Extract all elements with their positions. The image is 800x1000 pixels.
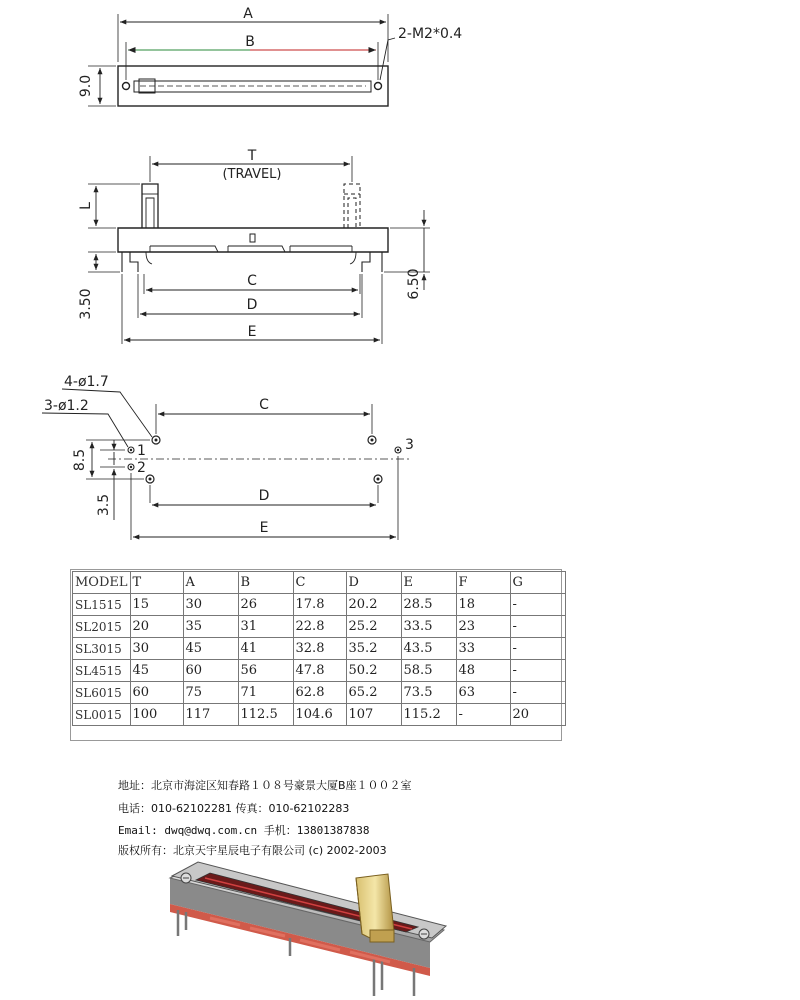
pin1-label: 1 [137, 443, 146, 459]
table-cell: 112.5 [238, 704, 293, 726]
table-cell: - [510, 682, 565, 704]
product-photo [170, 862, 446, 996]
dim-height-label: 9.0 [78, 74, 94, 98]
dim-d-side-label: D [246, 297, 258, 313]
holes-17 [146, 436, 382, 483]
table-cell: - [510, 660, 565, 682]
table-row [73, 616, 566, 638]
table-cell: - [510, 616, 565, 638]
contact-copyright: 版权所有：北京天宇星辰电子有限公司 (c) 2002-2003 [118, 844, 387, 857]
table-cell: 104.6 [293, 704, 346, 726]
dim-650-label: 6.50 [406, 268, 422, 300]
table-cell: 45 [130, 660, 183, 682]
contact-phone: 电话：010-62102281 传真：010-62102283 [118, 802, 350, 815]
table-cell: - [510, 594, 565, 616]
dim-e-side-label: E [247, 324, 257, 340]
table-header-cell: MODEL [73, 572, 131, 594]
table-cell: 30 [183, 594, 238, 616]
pin3-label: 3 [405, 437, 414, 453]
table-cell: 62.8 [293, 682, 346, 704]
table-header-cell: A [183, 572, 238, 594]
table-header-cell: E [401, 572, 456, 594]
table-cell: 20 [130, 616, 183, 638]
dim-c-side-label: C [247, 273, 257, 289]
table-cell: 47.8 [293, 660, 346, 682]
dim-c-bottom-label: C [259, 397, 269, 413]
contact-email: Email: dwq@dwq.com.cn 手机：13801387838 [118, 824, 370, 837]
table-row [73, 682, 566, 704]
table-row [73, 704, 566, 726]
table-cell: 58.5 [401, 660, 456, 682]
table-cell: 26 [238, 594, 293, 616]
holes-12 [128, 447, 401, 470]
table-cell: 25.2 [346, 616, 401, 638]
table-cell: 20 [510, 704, 565, 726]
side-view-knob-solid [142, 184, 158, 228]
table-cell: 31 [238, 616, 293, 638]
dim-35-label: 3.5 [96, 493, 112, 517]
table-cell: - [456, 704, 510, 726]
spec-table [72, 571, 566, 726]
table-cell: 63 [456, 682, 510, 704]
table-cell: SL4515 [73, 660, 131, 682]
table-cell: 15 [130, 594, 183, 616]
table-header-cell: F [456, 572, 510, 594]
side-view-body [118, 228, 388, 252]
pin2-label: 2 [137, 460, 146, 476]
table-cell: SL1515 [73, 594, 131, 616]
top-view-screw-right [375, 83, 382, 90]
table-header-cell: C [293, 572, 346, 594]
dim-85-label: 8.5 [72, 448, 88, 472]
table-cell: 60 [130, 682, 183, 704]
top-view [88, 14, 395, 106]
table-header-row [73, 572, 566, 594]
table-cell: 30 [130, 638, 183, 660]
table-row [73, 638, 566, 660]
side-view [88, 156, 430, 344]
table-cell: 17.8 [293, 594, 346, 616]
side-view-knob-dashed [344, 184, 360, 228]
table-cell: 22.8 [293, 616, 346, 638]
table-cell: 18 [456, 594, 510, 616]
table-header-cell: T [130, 572, 183, 594]
table-cell: 115.2 [401, 704, 456, 726]
table-cell: 75 [183, 682, 238, 704]
screw-label: 2-M2*0.4 [398, 26, 463, 42]
table-cell: 35.2 [346, 638, 401, 660]
table-cell: 117 [183, 704, 238, 726]
top-view-slot [134, 81, 371, 92]
table-cell: 32.8 [293, 638, 346, 660]
table-header-cell: G [510, 572, 565, 594]
dim-350-label: 3.50 [78, 288, 94, 320]
table-cell: 45 [183, 638, 238, 660]
top-view-screw-left [123, 83, 130, 90]
table-cell: 35 [183, 616, 238, 638]
table-cell: 48 [456, 660, 510, 682]
table-row [73, 594, 566, 616]
dim-a-label: A [243, 6, 253, 22]
table-header-cell: B [238, 572, 293, 594]
table-cell: 71 [238, 682, 293, 704]
table-cell: 50.2 [346, 660, 401, 682]
table-cell: 60 [183, 660, 238, 682]
table-cell: 107 [346, 704, 401, 726]
dim-t-label: T [247, 148, 257, 164]
hole17-label: 4-ø1.7 [64, 374, 109, 390]
table-cell: 33 [456, 638, 510, 660]
table-cell: 28.5 [401, 594, 456, 616]
table-cell: 56 [238, 660, 293, 682]
table-cell: 73.5 [401, 682, 456, 704]
dim-e-bottom-label: E [259, 520, 269, 536]
table-row [73, 660, 566, 682]
table-cell: - [510, 638, 565, 660]
bottom-view [42, 389, 412, 540]
table-cell: 100 [130, 704, 183, 726]
table-cell: SL3015 [73, 638, 131, 660]
table-header-cell: D [346, 572, 401, 594]
dim-travel-label: (TRAVEL) [222, 167, 282, 182]
hole12-label: 3-ø1.2 [44, 398, 89, 414]
table-cell: 41 [238, 638, 293, 660]
contact-address: 地址：北京市海淀区知春路１０８号豪景大厦B座１００２室 [118, 779, 412, 792]
table-cell: 43.5 [401, 638, 456, 660]
table-cell: 33.5 [401, 616, 456, 638]
table-cell: 20.2 [346, 594, 401, 616]
table-cell: 65.2 [346, 682, 401, 704]
dim-d-bottom-label: D [258, 488, 270, 504]
table-cell: SL6015 [73, 682, 131, 704]
dim-b-label: B [245, 34, 255, 50]
table-cell: SL0015 [73, 704, 131, 726]
dim-l-label: L [78, 202, 94, 210]
table-cell: SL2015 [73, 616, 131, 638]
table-cell: 23 [456, 616, 510, 638]
